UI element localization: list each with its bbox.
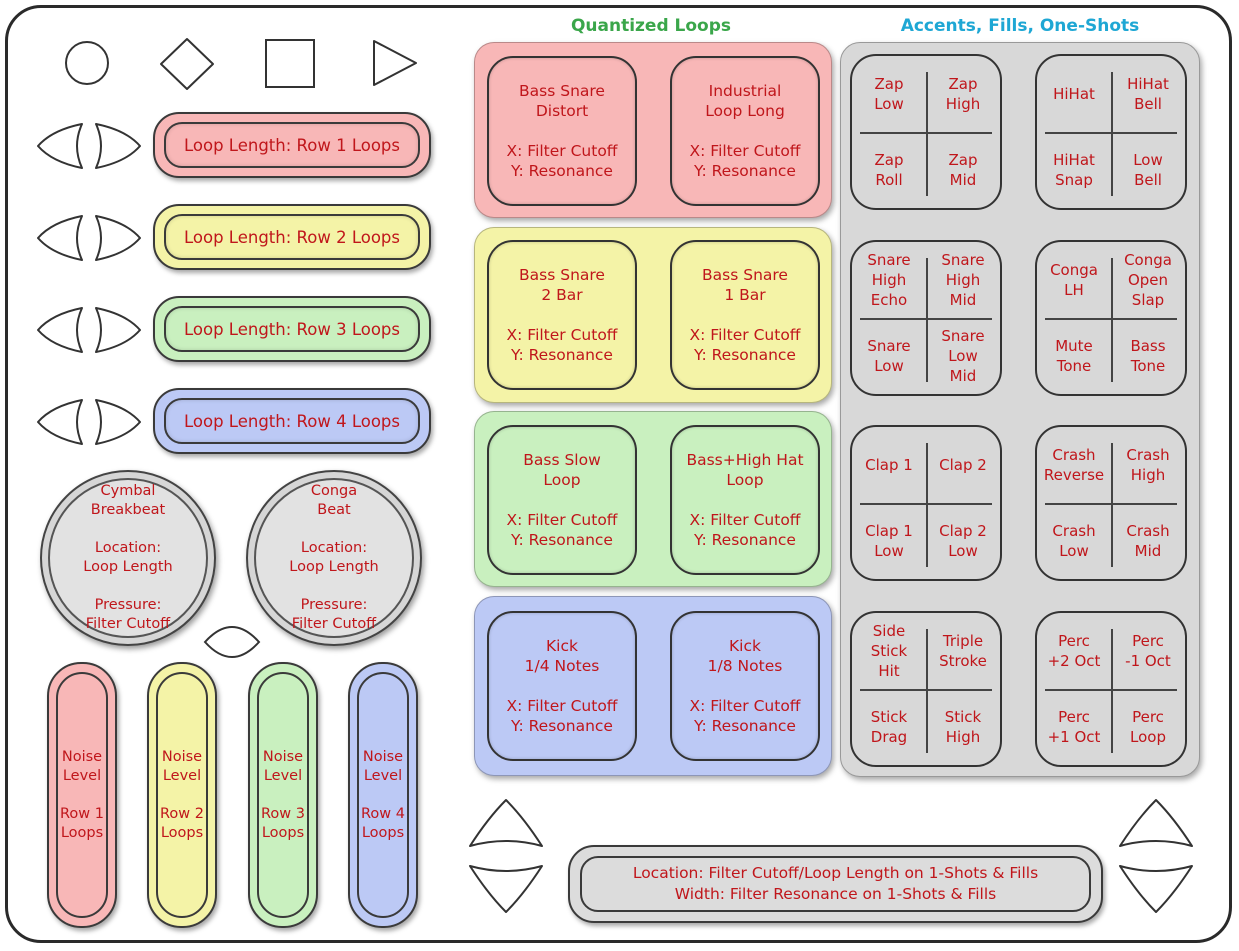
oneshot-cell-bl[interactable] [852,690,926,764]
knob-pressure-label: Pressure: [300,597,368,613]
loop-pad[interactable] [670,425,820,575]
fader-line: Level [162,767,202,784]
loop-x-mapping: X: Filter Cutoff [506,142,618,160]
oneshot-cell-label: Clap 1 Low [865,522,913,560]
knob-location-value: Loop Length [83,559,173,575]
loop-name-line2: Loop [726,471,764,489]
square-icon[interactable] [264,38,318,90]
oneshot-cell-label: Perc +1 Oct [1047,708,1101,746]
oneshot-cell-label: Triple Stroke [939,632,987,670]
accents-header: Accents, Fills, One-Shots [900,16,1140,36]
oneshot-cell-tr[interactable] [1111,243,1185,317]
fader-line: Noise [61,748,103,765]
oneshot-cell-bl[interactable] [1037,690,1111,764]
oneshot-cell-label: Snare Low Mid [941,327,985,385]
oneshot-cell-tr[interactable] [926,243,1000,317]
oneshot-cell-label: Bass Tone [1130,337,1166,375]
oneshot-pad[interactable] [1035,425,1187,581]
loop-pad[interactable] [670,611,820,761]
oneshot-pad[interactable] [850,240,1002,396]
down-arrow-icon-right[interactable] [1116,862,1196,916]
loop-length-slider-row3[interactable] [153,296,431,362]
diamond-icon[interactable] [157,36,217,92]
oneshot-cell-tl[interactable] [852,614,926,688]
loop-x-mapping: X: Filter Cutoff [506,697,618,715]
slider-label: Loop Length: Row 2 Loops [164,214,420,260]
up-arrow-icon-right[interactable] [1116,796,1196,850]
oneshot-cell-label: Conga Open Slap [1124,251,1172,309]
oneshot-cell-label: Snare Low [867,337,911,375]
fader-line: Level [263,767,303,784]
loop-name-line1: Bass+High Hat [686,451,804,469]
oneshot-cell-label: Zap Low [874,75,904,113]
oneshot-cell-br[interactable] [926,504,1000,578]
fader-line: Row 2 [160,805,204,822]
noise-level-fader-row3[interactable] [248,662,318,928]
oneshot-cell-tr[interactable] [926,428,1000,502]
loop-length-slider-row1[interactable] [153,112,431,178]
right-arrow-icon[interactable] [92,120,144,172]
oneshot-cell-label: Perc +2 Oct [1047,632,1101,670]
fader-line: Level [62,767,102,784]
oneshot-cell-label: Zap Roll [874,151,904,189]
oneshot-cell-label: Perc Loop [1130,708,1166,746]
oneshot-cell-label: Low Bell [1133,151,1163,189]
knob-title-line1: Conga [310,483,358,499]
left-arrow-icon[interactable] [34,396,86,448]
fader-line: Loops [60,824,104,841]
loop-name-line1: Bass Slow [523,451,601,469]
loop-pad[interactable] [670,240,820,390]
loop-name-line2: Loop [543,471,581,489]
left-arrow-icon[interactable] [34,304,86,356]
oneshot-cell-tr[interactable] [1111,57,1185,131]
oneshot-cell-label: Snare High Mid [941,251,985,309]
fader-label [156,672,208,918]
loop-name-line1: Kick [546,637,578,655]
loop-pad[interactable] [670,56,820,206]
loop-name-line2: 1/4 Notes [524,657,600,675]
loop-pad[interactable] [487,240,637,390]
bottom-bar-line2: Width: Filter Resonance on 1-Shots & Fills [674,885,997,903]
fader-line: Loops [361,824,405,841]
oneshot-cell-br[interactable] [926,133,1000,207]
fader-label [357,672,409,918]
oneshot-cell-label: Side Stick Hit [870,622,908,680]
knob-label [48,478,208,638]
oneshot-cell-tl[interactable] [1037,57,1111,131]
oneshot-cell-label: Clap 2 [939,456,987,474]
right-arrow-icon[interactable] [92,212,144,264]
loop-y-mapping: Y: Resonance [694,162,796,180]
fader-line: Loops [160,824,204,841]
cymbal-breakbeat-knob[interactable] [40,470,216,646]
bottom-bar-label [580,856,1091,912]
oneshot-cell-tr[interactable] [926,57,1000,131]
oneshot-cell-br[interactable] [1111,690,1185,764]
fader-line: Noise [262,748,304,765]
loop-x-mapping: X: Filter Cutoff [689,326,801,344]
left-arrow-icon[interactable] [34,212,86,264]
loop-name-line1: Bass Snare [702,266,788,284]
noise-level-fader-row4[interactable] [348,662,418,928]
fader-line: Row 4 [361,805,405,822]
oneshot-cell-bl[interactable] [852,319,926,393]
oneshot-cell-tr[interactable] [1111,428,1185,502]
oneshot-cell-label: Zap Mid [948,151,978,189]
oneshot-pad[interactable] [1035,240,1187,396]
oneshot-cell-label: Zap High [945,75,981,113]
oneshot-cell-label: Crash High [1126,446,1170,484]
oneshot-cell-br[interactable] [1111,133,1185,207]
down-arrow-icon-left[interactable] [466,862,546,916]
fader-line: Level [363,767,403,784]
oneshot-cell-label: HiHat [1053,85,1095,103]
loop-name-line2: 1/8 Notes [707,657,783,675]
oneshot-cell-label: Crash Mid [1126,522,1170,560]
oneshot-cell-br[interactable] [1111,504,1185,578]
right-arrow-icon[interactable] [92,396,144,448]
knob-title-line2: Beat [317,502,351,518]
oneshot-cell-bl[interactable] [1037,504,1111,578]
loop-pad[interactable] [487,611,637,761]
oneshot-cell-br[interactable] [926,319,1000,393]
oneshot-cell-bl[interactable] [1037,133,1111,207]
noise-level-fader-row1[interactable] [47,662,117,928]
loop-name-line2: 1 Bar [724,286,766,304]
oneshot-cell-label: Perc -1 Oct [1125,632,1171,670]
fader-line: Loops [261,824,305,841]
oneshot-cell-label: Snare High Echo [867,251,911,309]
bottom-bar-line1: Location: Filter Cutoff/Loop Length on 1-Shots & Fills [632,864,1039,882]
knob-label [254,478,414,638]
loop-y-mapping: Y: Resonance [511,531,613,549]
loop-y-mapping: Y: Resonance [694,717,796,735]
loop-y-mapping: Y: Resonance [511,717,613,735]
oneshot-cell-tl[interactable] [1037,243,1111,317]
oneshot-cell-label: Stick High [944,708,982,746]
oneshot-cell-label: Stick Drag [870,708,908,746]
oneshot-cell-label: HiHat Snap [1053,151,1095,189]
loop-y-mapping: Y: Resonance [511,346,613,364]
fader-label [257,672,309,918]
loop-name-line2: Distort [535,102,589,120]
oneshot-pad[interactable] [850,54,1002,210]
fader-line: Row 3 [261,805,305,822]
small-diamond-icon[interactable] [199,618,265,666]
slider-label: Loop Length: Row 4 Loops [164,398,420,444]
oneshot-pad[interactable] [1035,611,1187,767]
knob-pressure-value: Filter Cutoff [291,616,377,632]
oneshot-cell-br[interactable] [1111,319,1185,393]
knob-location-label: Location: [94,540,162,556]
up-arrow-icon-left[interactable] [466,796,546,850]
knob-location-label: Location: [300,540,368,556]
loop-x-mapping: X: Filter Cutoff [689,697,801,715]
knob-location-value: Loop Length [289,559,379,575]
oneshot-filter-slider[interactable] [568,845,1103,923]
oneshot-cell-label: Crash Reverse [1043,446,1105,484]
circle-icon[interactable] [64,40,110,86]
oneshot-cell-tl[interactable] [852,243,926,317]
slider-label: Loop Length: Row 1 Loops [164,122,420,168]
loop-y-mapping: Y: Resonance [511,162,613,180]
oneshot-cell-tl[interactable] [1037,614,1111,688]
oneshot-cell-tr[interactable] [926,614,1000,688]
quantized-loops-header: Quantized Loops [570,16,732,36]
oneshot-cell-label: HiHat Bell [1127,75,1169,113]
loop-x-mapping: X: Filter Cutoff [689,142,801,160]
loop-length-slider-row2[interactable] [153,204,431,270]
play-triangle-icon[interactable] [370,38,420,88]
fader-line: Noise [161,748,203,765]
oneshot-cell-br[interactable] [926,690,1000,764]
oneshot-pad[interactable] [1035,54,1187,210]
noise-level-fader-row2[interactable] [147,662,217,928]
oneshot-pad[interactable] [850,425,1002,581]
fader-line: Noise [362,748,404,765]
oneshot-cell-bl[interactable] [1037,319,1111,393]
loop-pad[interactable] [487,425,637,575]
loop-x-mapping: X: Filter Cutoff [506,326,618,344]
fader-line: Row 1 [60,805,104,822]
oneshot-cell-bl[interactable] [852,504,926,578]
loop-name-line1: Kick [729,637,761,655]
slider-label: Loop Length: Row 3 Loops [164,306,420,352]
oneshot-cell-label: Clap 2 Low [939,522,987,560]
loop-name-line1: Bass Snare [519,266,605,284]
oneshot-cell-label: Conga LH [1050,261,1098,299]
oneshot-cell-tr[interactable] [1111,614,1185,688]
knob-pressure-label: Pressure: [94,597,162,613]
loop-name-line2: Loop Long [705,102,785,120]
loop-y-mapping: Y: Resonance [694,531,796,549]
oneshot-cell-label: Crash Low [1052,522,1096,560]
oneshot-cell-label: Clap 1 [865,456,913,474]
oneshot-cell-label: Mute Tone [1055,337,1093,375]
oneshot-cell-tl[interactable] [852,57,926,131]
knob-title-line2: Breakbeat [90,502,166,518]
loop-pad[interactable] [487,56,637,206]
loop-length-slider-row4[interactable] [153,388,431,454]
knob-pressure-value: Filter Cutoff [85,616,171,632]
oneshot-cell-bl[interactable] [852,133,926,207]
loop-x-mapping: X: Filter Cutoff [689,511,801,529]
oneshot-cell-tl[interactable] [1037,428,1111,502]
loop-x-mapping: X: Filter Cutoff [506,511,618,529]
loop-name-line1: Industrial [708,82,782,100]
loop-name-line1: Bass Snare [519,82,605,100]
oneshot-cell-tl[interactable] [852,428,926,502]
oneshot-pad[interactable] [850,611,1002,767]
fader-label [56,672,108,918]
conga-beat-knob[interactable] [246,470,422,646]
loop-y-mapping: Y: Resonance [694,346,796,364]
loop-name-line2: 2 Bar [541,286,583,304]
left-arrow-icon[interactable] [34,120,86,172]
right-arrow-icon[interactable] [92,304,144,356]
knob-title-line1: Cymbal [100,483,156,499]
